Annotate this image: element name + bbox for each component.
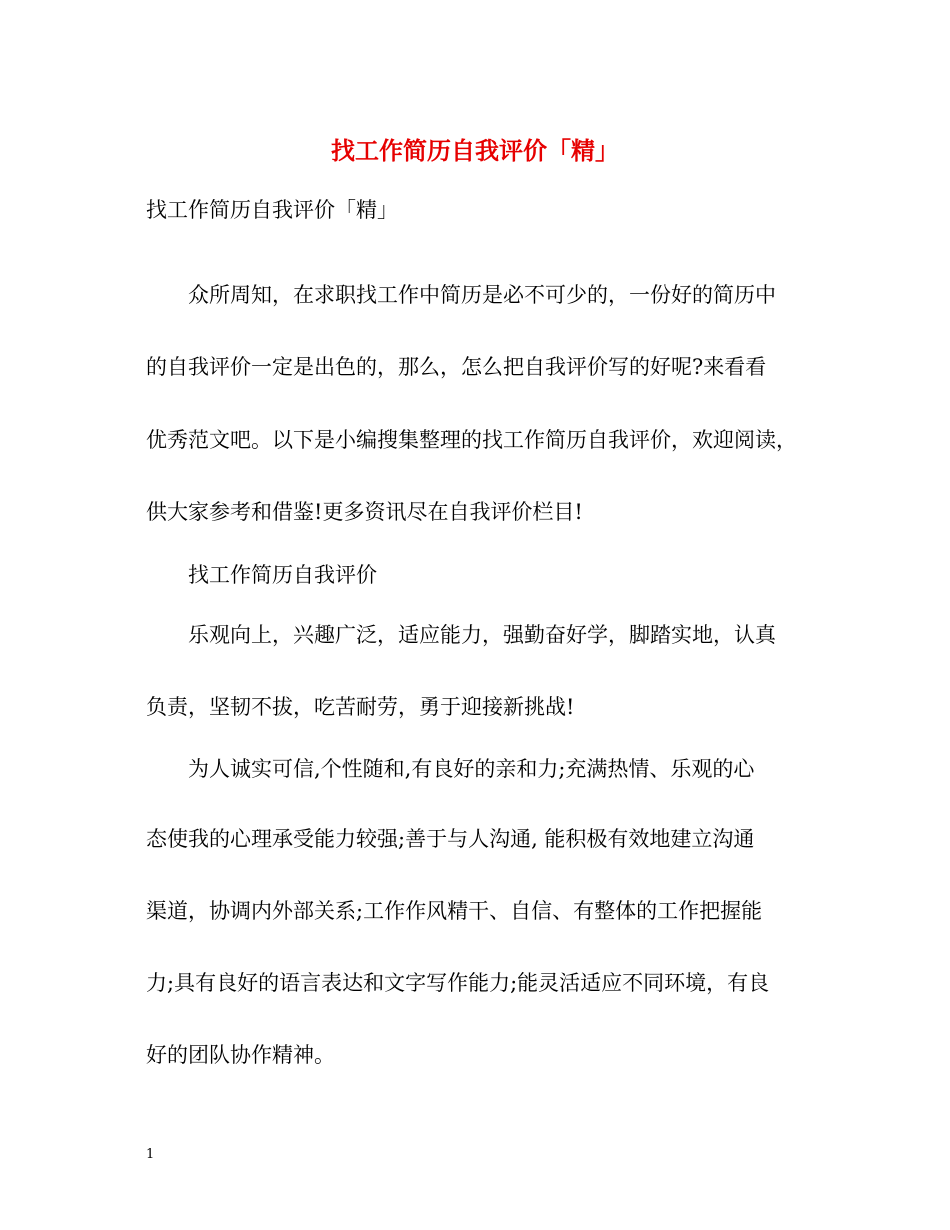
paragraph-2-line-5: 好的团队协作精神。	[146, 1043, 335, 1067]
paragraph-2-line-3: 渠道，协调内外部关系;工作作风精干、自信、有整体的工作把握能	[146, 899, 763, 923]
page-number: 1	[146, 1147, 155, 1162]
intro-line-2: 的自我评价一定是出色的，那么，怎么把自我评价写的好呢?来看看	[146, 355, 767, 379]
paragraph-1-line-2: 负责，坚韧不拔，吃苦耐劳，勇于迎接新挑战!	[146, 695, 575, 719]
section-heading: 找工作简历自我评价	[188, 563, 377, 587]
intro-line-4: 供大家参考和借鉴!更多资讯尽在自我评价栏目!	[146, 500, 583, 524]
paragraph-2-line-4: 力;具有良好的语言表达和文字写作能力;能灵活适应不同环境，有良	[146, 971, 770, 995]
document-title: 找工作简历自我评价「精」	[331, 136, 619, 165]
intro-line-1: 众所周知，在求职找工作中简历是必不可少的，一份好的简历中	[188, 283, 776, 307]
subtitle-line: 找工作简历自我评价「精」	[146, 198, 398, 222]
paragraph-1-line-1: 乐观向上，兴趣广泛，适应能力，强勤奋好学，脚踏实地，认真	[188, 623, 776, 647]
paragraph-2-line-1: 为人诚实可信,个性随和,有良好的亲和力;充满热情、乐观的心	[188, 757, 755, 781]
paragraph-2-line-2: 态使我的心理承受能力较强;善于与人沟通, 能积极有效地建立沟通	[146, 827, 755, 851]
intro-line-3: 优秀范文吧。以下是小编搜集整理的找工作简历自我评价，欢迎阅读，	[146, 428, 797, 452]
